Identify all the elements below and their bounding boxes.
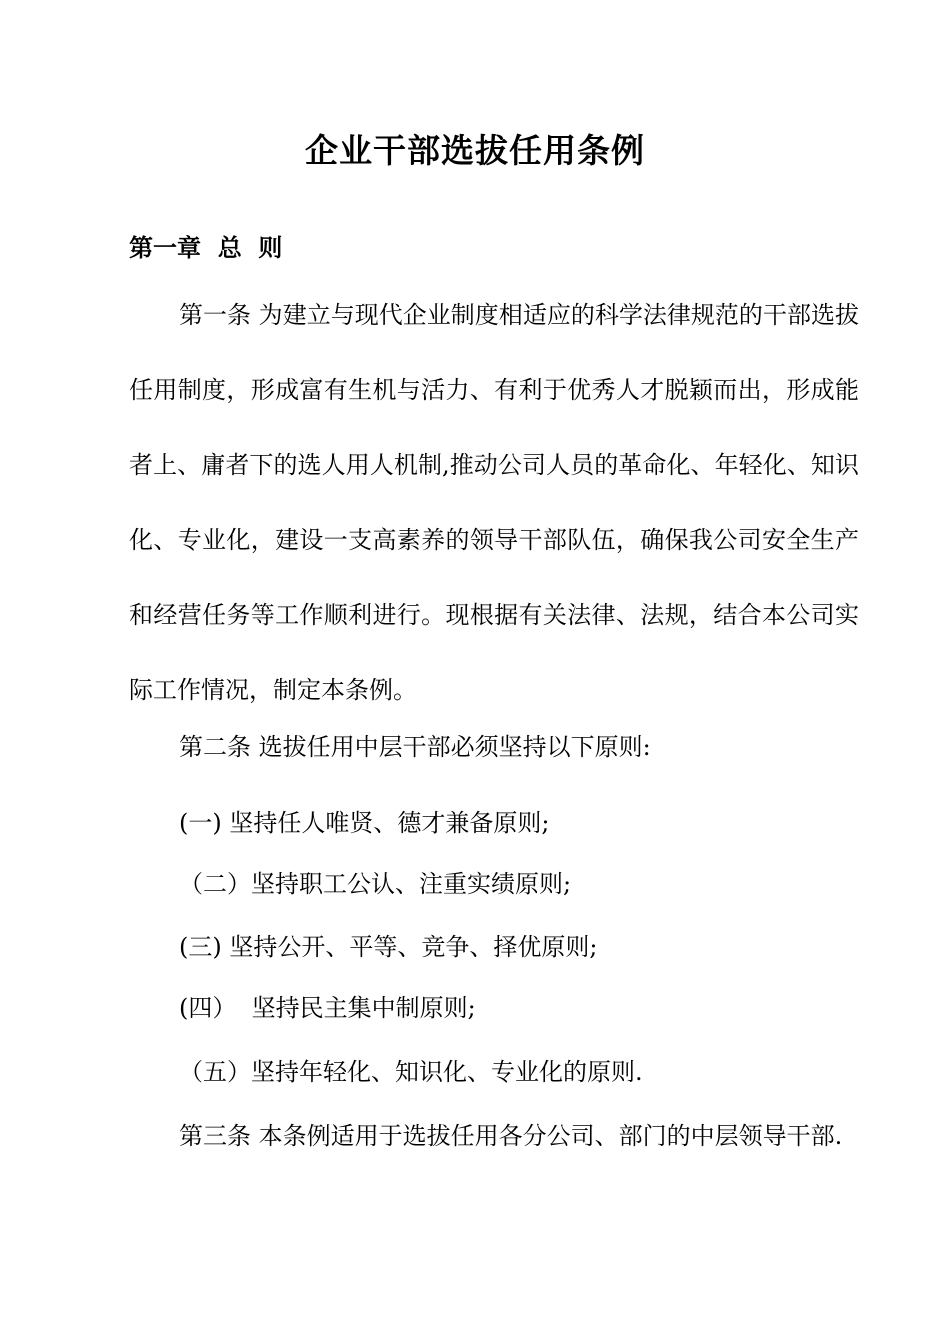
principle-item-1: (一) 坚持任人唯贤、德才兼备原则; xyxy=(179,809,550,837)
principle-item-4: (四） 坚持民主集中制原则; xyxy=(179,994,476,1022)
chapter-heading: 第一章 总 则 xyxy=(129,234,283,262)
article-1-paragraph: 第一条 为建立与现代企业制度相适应的科学法律规范的干部选拔任用制度，形成富有生机与活力、有利于优秀人才脱颖而出，形成能者上、庸者下的选人用人机制,推动公司人员的革命化、年轻化、知识化、专业化，建设一支高素养的领导干部队伍，确保我公司安全生产和经营任务等工作顺利进行。现根据有关法律、法规，结合本公司实际工作情况，制定本条例。 xyxy=(129,301,859,704)
principle-item-3: (三) 坚持公开、平等、竞争、择优原则; xyxy=(179,933,598,961)
principle-item-5: （五）坚持年轻化、知识化、专业化的原则. xyxy=(179,1058,643,1086)
principle-item-2: （二）坚持职工公认、注重实绩原则; xyxy=(179,870,572,898)
article-2-intro: 第二条 选拔任用中层干部必须坚持以下原则: xyxy=(179,733,651,761)
article-3-paragraph: 第三条 本条例适用于选拔任用各分公司、部门的中层领导干部. xyxy=(179,1122,843,1150)
document-title: 企业干部选拔任用条例 xyxy=(305,131,645,170)
